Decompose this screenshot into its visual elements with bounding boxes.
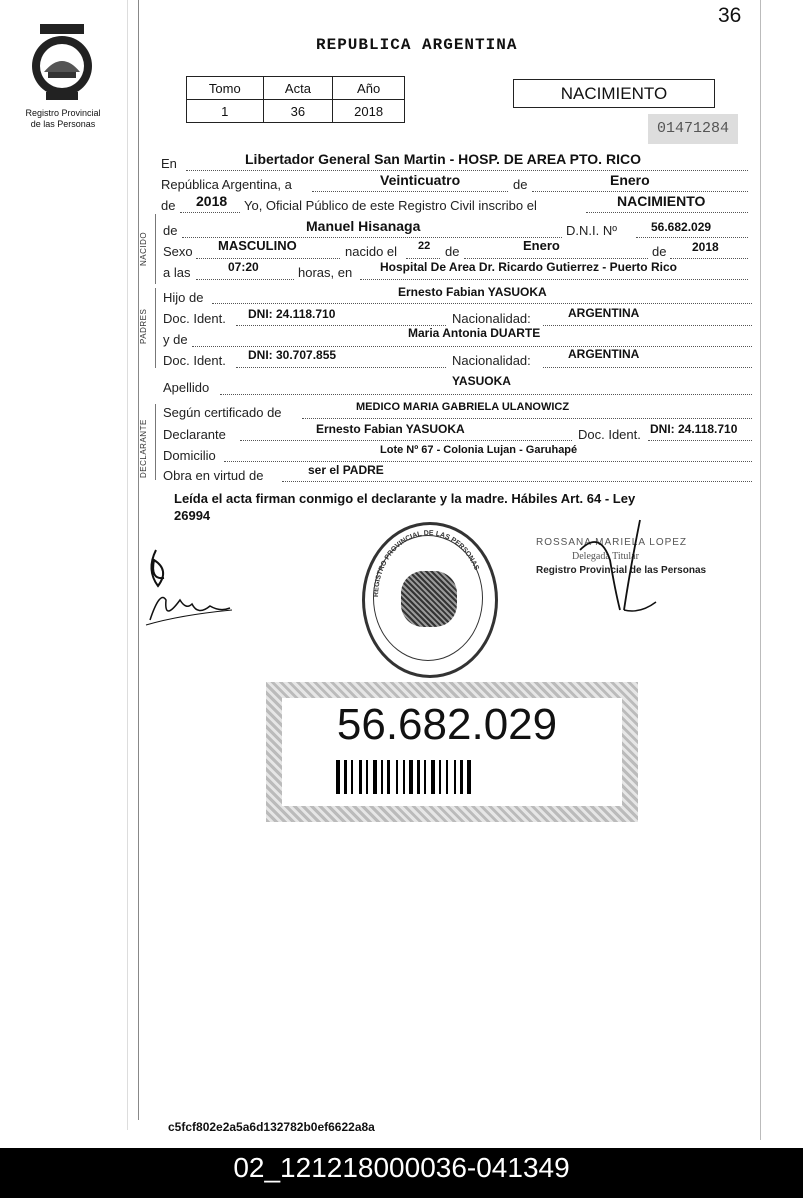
label-horas-en: horas, en xyxy=(298,265,353,280)
dotline xyxy=(302,418,752,419)
label-apellido: Apellido xyxy=(163,380,210,395)
dotline xyxy=(464,258,648,259)
label-en: En xyxy=(161,156,177,171)
footer-id: 02_121218000036-041349 xyxy=(0,1148,803,1198)
barcode-bar xyxy=(454,760,456,794)
document-hash: c5fcf802e2a5a6d132782b0ef6622a8a xyxy=(168,1120,375,1134)
label-doc-ident-madre: Doc. Ident. xyxy=(163,353,226,368)
table-header-tomo: Tomo xyxy=(187,77,264,100)
section-divider-declarante xyxy=(155,404,156,480)
table-cell-tomo: 1 xyxy=(187,100,264,123)
table-cell-acta: 36 xyxy=(263,100,333,123)
barcode-bar xyxy=(344,760,347,794)
barcode-bar xyxy=(409,760,413,794)
dotline xyxy=(648,440,752,441)
value-declarante-dni: DNI: 24.118.710 xyxy=(650,422,738,436)
label-doc-ident-declarante: Doc. Ident. xyxy=(578,427,641,442)
label-y-de: y de xyxy=(163,332,188,347)
section-label-nacido: NACIDO xyxy=(139,231,148,266)
barcode-bar xyxy=(359,760,362,794)
table-header-anio: Año xyxy=(333,77,405,100)
dotline xyxy=(586,212,748,213)
value-dia-letras: Veinticuatro xyxy=(380,172,461,188)
logo-caption-line2: de las Personas xyxy=(30,119,96,129)
value-madre: Maria Antonia DUARTE xyxy=(408,326,541,340)
value-padre-dni: DNI: 24.118.710 xyxy=(248,307,336,321)
value-dia-nac: 22 xyxy=(418,240,431,252)
signature-right xyxy=(560,510,680,620)
label-obra: Obra en virtud de xyxy=(163,468,264,483)
label-de: de xyxy=(513,177,528,192)
barcode-number: 56.682.029 xyxy=(336,700,558,749)
header-title: REPUBLICA ARGENTINA xyxy=(316,36,518,54)
value-anio-nac: 2018 xyxy=(692,240,719,254)
barcode-bar xyxy=(387,760,390,794)
value-padre: Ernesto Fabian YASUOKA xyxy=(398,285,547,299)
table-header-acta: Acta xyxy=(263,77,333,100)
barcode-bar xyxy=(336,760,340,794)
value-mes: Enero xyxy=(610,172,650,188)
barcode-bar xyxy=(424,760,426,794)
barcode-bar xyxy=(417,760,420,794)
value-tipo: NACIMIENTO xyxy=(617,193,706,209)
barcode-bar xyxy=(366,760,368,794)
value-domicilio: Lote Nº 67 - Colonia Lujan - Garuhapé xyxy=(380,444,578,456)
label-a-las: a las xyxy=(163,265,191,280)
barcode-icon xyxy=(336,760,566,794)
dotline xyxy=(543,325,752,326)
logo-caption xyxy=(18,108,108,130)
label-de-month: de xyxy=(445,244,460,259)
official-stamp-line3: Registro Provincial de las Personas xyxy=(536,565,707,576)
label-doc-ident-padre: Doc. Ident. xyxy=(163,311,226,326)
label-yo: Yo, Oficial Público de este Registro Civil inscribo el xyxy=(244,198,537,213)
barcode-bar xyxy=(439,760,441,794)
label-domicilio: Domicilio xyxy=(163,448,216,463)
dotline xyxy=(282,481,752,482)
label-hijo-de: Hijo de xyxy=(163,290,204,305)
value-declarante: Ernesto Fabian YASUOKA xyxy=(316,422,465,436)
label-nacido-el: nacido el xyxy=(345,244,398,259)
barcode-bar xyxy=(351,760,353,794)
page-number: 36 xyxy=(718,4,742,27)
label-de-year: de xyxy=(652,244,667,259)
barcode-bar xyxy=(460,760,463,794)
value-madre-dni: DNI: 30.707.855 xyxy=(248,348,337,362)
dotline xyxy=(192,346,752,347)
barcode-bar xyxy=(431,760,435,794)
section-divider-padres xyxy=(155,288,156,368)
closing-text-line1: Leída el acta firman conmigo el declarante y la madre. Hábiles Art. 64 - Ley xyxy=(174,491,636,506)
left-edge-line xyxy=(127,0,128,1130)
table-cell-anio: 2018 xyxy=(333,100,405,123)
dotline xyxy=(220,394,752,395)
label-sexo: Sexo xyxy=(163,244,193,259)
closing-text-line2: 26994 xyxy=(174,508,211,523)
dotline xyxy=(636,237,748,238)
value-obra: ser el PADRE xyxy=(308,463,384,477)
official-stamp-line1: ROSSANA MARIELA LOPEZ xyxy=(536,537,688,548)
dotline xyxy=(196,258,340,259)
dotline xyxy=(532,191,748,192)
dotline xyxy=(212,303,752,304)
signature-left xyxy=(140,530,250,640)
label-de2: de xyxy=(161,198,176,213)
label-dni: D.N.I. Nº xyxy=(566,223,617,238)
svg-text:REGISTRO PROVINCIAL DE LAS PER xyxy=(373,530,480,597)
stamp-number: 01471284 xyxy=(648,114,738,144)
label-nacionalidad-madre: Nacionalidad: xyxy=(452,353,531,368)
label-republica: República Argentina, a xyxy=(161,177,292,192)
value-padre-nac: ARGENTINA xyxy=(568,306,640,320)
value-certificado: MEDICO MARIA GABRIELA ULANOWICZ xyxy=(356,401,570,413)
value-dni: 56.682.029 xyxy=(651,220,712,234)
tomo-acta-table xyxy=(186,76,405,123)
left-margin-line xyxy=(138,0,139,1120)
label-declarante: Declarante xyxy=(163,427,226,442)
official-stamp-line2: Delegada Titular xyxy=(572,551,639,562)
value-nombre: Manuel Hisanaga xyxy=(306,218,421,234)
value-apellido: YASUOKA xyxy=(452,374,511,388)
province-logo xyxy=(26,22,98,104)
dotline xyxy=(196,279,294,280)
label-nacionalidad-padre: Nacionalidad: xyxy=(452,311,531,326)
value-lugar: Libertador General San Martin - HOSP. DE AREA PTO. RICO xyxy=(245,151,641,167)
value-mes-nac: Enero xyxy=(523,238,560,253)
dotline xyxy=(360,279,748,280)
label-de-name: de xyxy=(163,223,178,238)
value-hora: 07:20 xyxy=(228,260,259,274)
right-edge-line xyxy=(760,0,761,1140)
logo-caption-line1: Registro Provincial xyxy=(25,108,101,118)
label-segun: Según certificado de xyxy=(163,405,282,420)
dotline xyxy=(180,212,240,213)
dotline xyxy=(240,440,572,441)
dotline xyxy=(312,191,508,192)
dotline xyxy=(186,170,748,171)
dotline xyxy=(543,367,752,368)
dotline xyxy=(236,367,446,368)
dotline xyxy=(406,258,440,259)
value-anio: 2018 xyxy=(196,193,228,209)
barcode-bar xyxy=(446,760,448,794)
value-madre-nac: ARGENTINA xyxy=(568,347,640,361)
section-label-declarante: DECLARANTE xyxy=(139,419,148,478)
dotline xyxy=(670,258,748,259)
barcode-bar xyxy=(467,760,471,794)
dotline xyxy=(224,461,752,462)
seal-text-ring xyxy=(362,522,498,682)
section-label-padres: PADRES xyxy=(139,308,148,344)
shield-icon xyxy=(26,22,98,104)
barcode-bar xyxy=(403,760,405,794)
seal-text: REGISTRO PROVINCIAL DE LAS PERSONAS xyxy=(372,529,480,598)
section-divider-nacido xyxy=(155,214,156,284)
value-sexo: MASCULINO xyxy=(218,238,297,253)
value-hospital: Hospital De Area Dr. Ricardo Gutierrez - Puerto Rico xyxy=(380,260,677,274)
record-type-box: NACIMIENTO xyxy=(513,79,715,108)
barcode-bar xyxy=(373,760,377,794)
barcode-bar xyxy=(381,760,383,794)
barcode-bar xyxy=(396,760,398,794)
